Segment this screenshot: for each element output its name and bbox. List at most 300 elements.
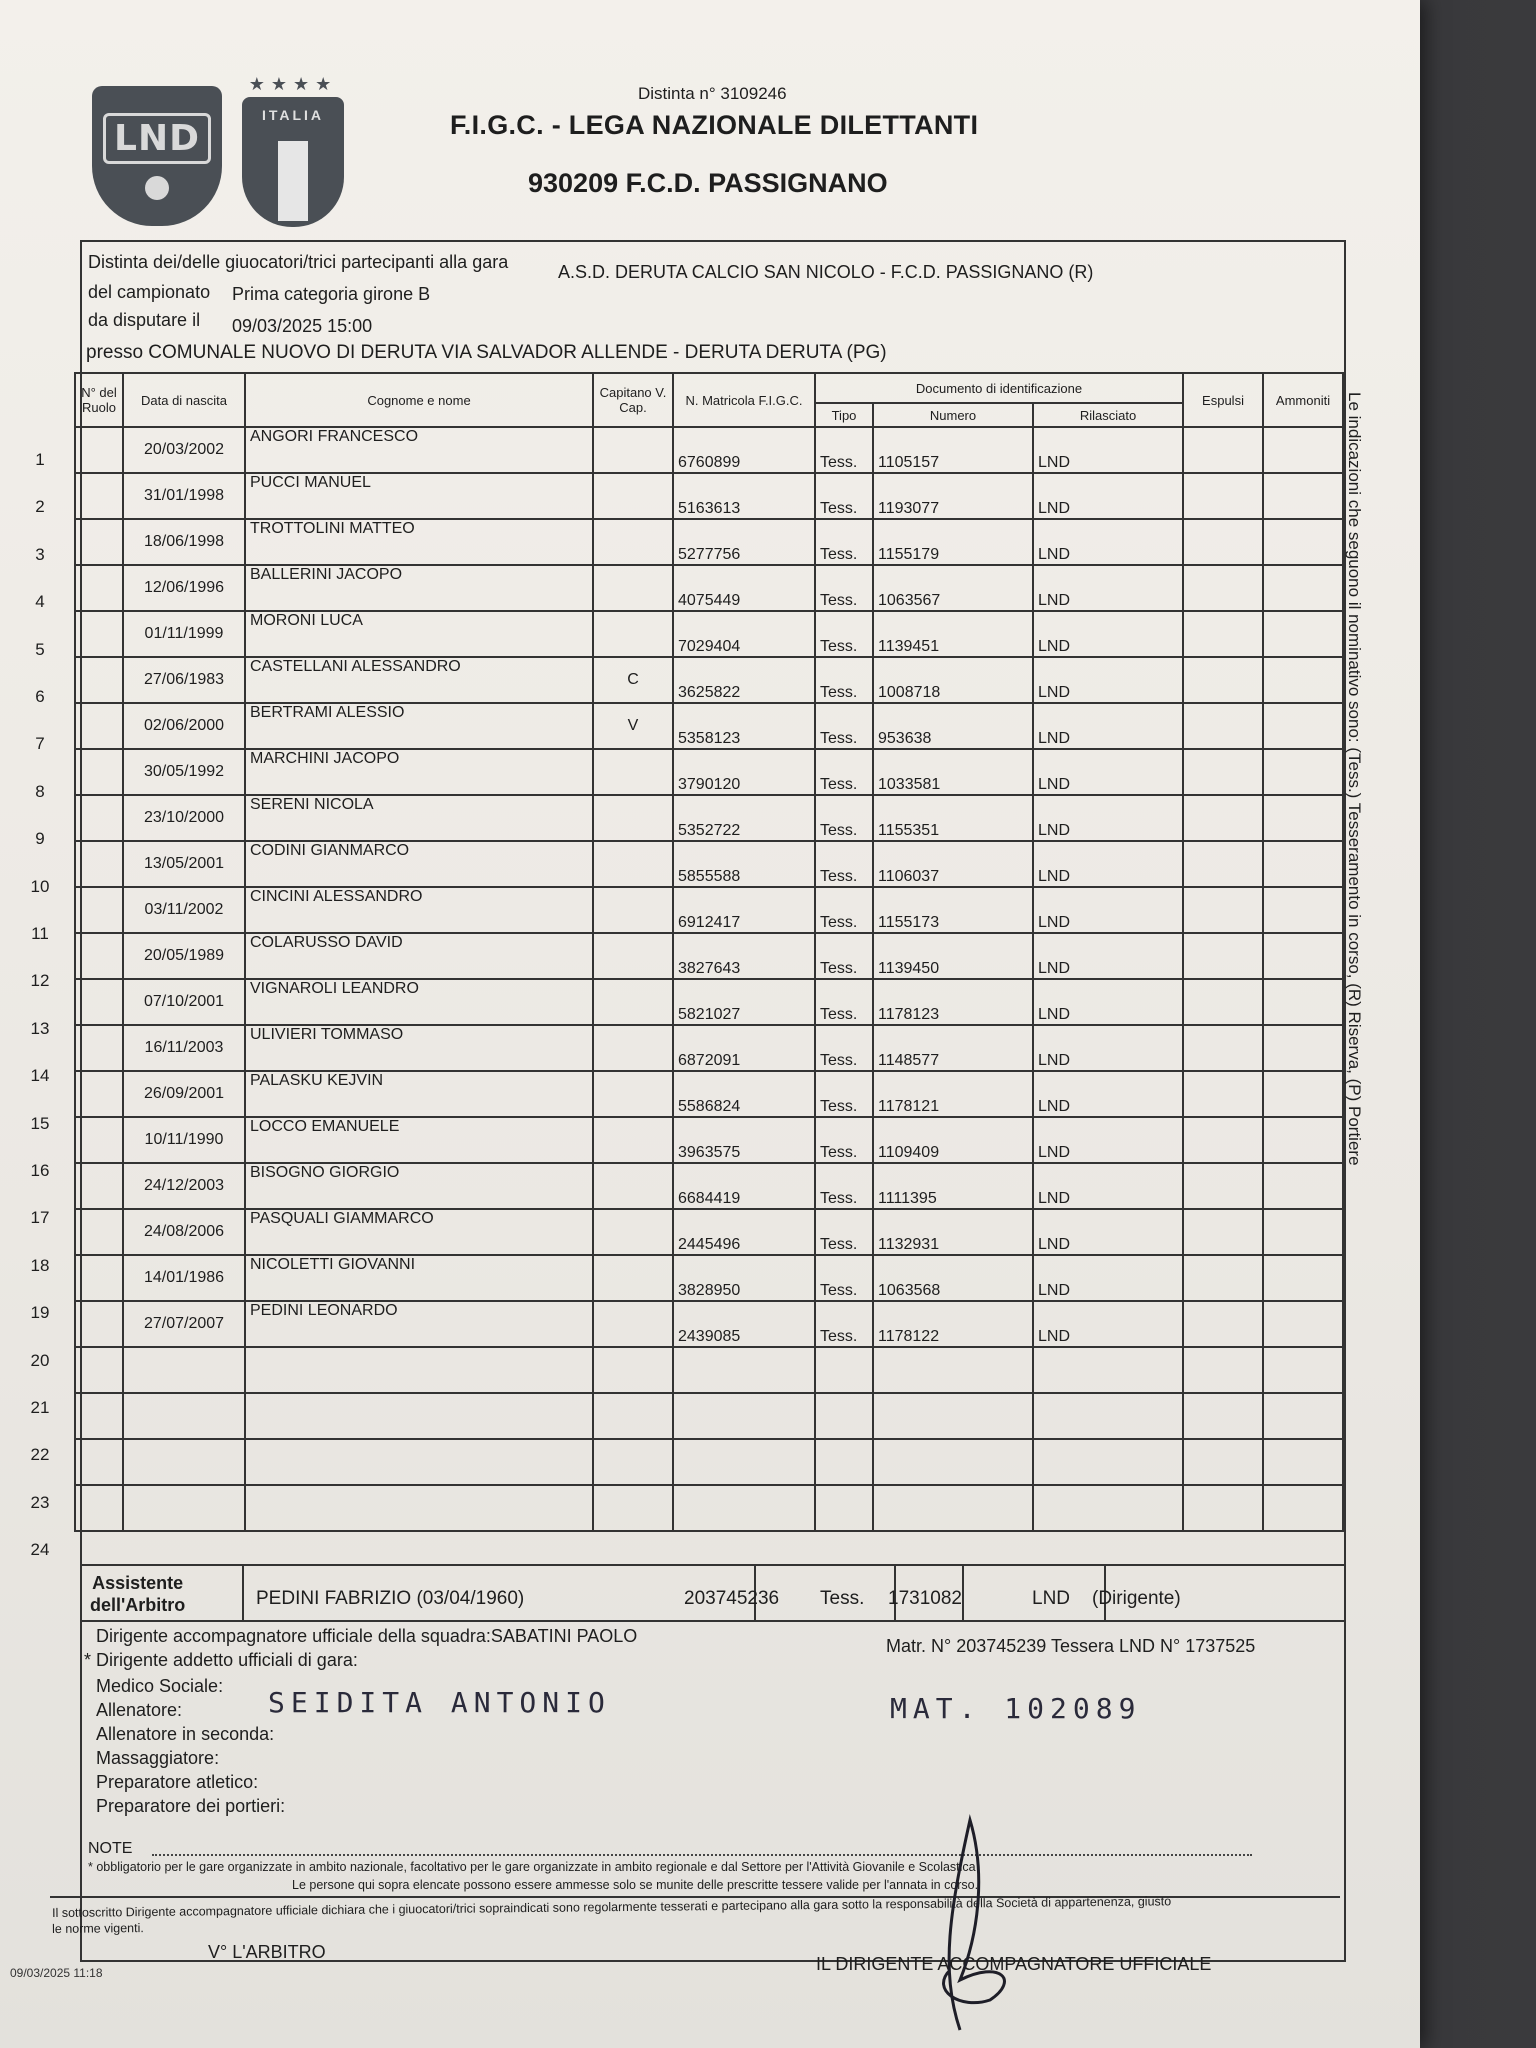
player-name [245,1439,593,1485]
lnd-logo [92,86,222,226]
player-doc-numero: 1106037 [873,841,1033,887]
player-ruolo [75,1347,123,1393]
player-doc-tipo: Tess. [815,841,873,887]
player-matricola: 6684419 [673,1163,815,1209]
row-number: 6 [35,687,45,706]
assistant-numero: 1731082 [888,1588,962,1609]
player-espulsi [1183,1485,1263,1531]
player-doc-rilasciato: LND [1033,1209,1183,1255]
player-doc-numero: 1155173 [873,887,1033,933]
player-captain [593,1439,673,1485]
player-ammoniti [1263,657,1343,703]
player-doc-rilasciato: LND [1033,1301,1183,1347]
player-captain [593,519,673,565]
allenatore-matricola-handwritten: MAT. 102089 [890,1692,1142,1725]
table-row [75,703,1343,749]
player-name: CINCINI ALESSANDRO [245,887,593,933]
player-birthdate: 20/03/2002 [123,427,245,473]
player-ruolo [75,795,123,841]
player-doc-tipo: Tess. [815,427,873,473]
note-dotted-line [152,1854,1252,1856]
player-doc-numero: 1033581 [873,749,1033,795]
player-doc-tipo [815,1393,873,1439]
player-captain [593,1071,673,1117]
assistant-name: PEDINI FABRIZIO (03/04/1960) [256,1588,525,1609]
player-espulsi [1183,565,1263,611]
player-matricola [673,1485,815,1531]
player-birthdate: 03/11/2002 [123,887,245,933]
table-row [75,565,1343,611]
player-espulsi [1183,1393,1263,1439]
player-doc-rilasciato: LND [1033,565,1183,611]
player-doc-numero: 953638 [873,703,1033,749]
player-doc-rilasciato: LND [1033,473,1183,519]
player-ruolo [75,565,123,611]
player-doc-rilasciato: LND [1033,1117,1183,1163]
player-birthdate: 27/06/1983 [123,657,245,703]
player-ammoniti [1263,1393,1343,1439]
player-doc-rilasciato: LND [1033,749,1183,795]
player-ruolo [75,519,123,565]
italia-logo [242,74,344,230]
note-label: NOTE [88,1840,133,1857]
player-captain [593,473,673,519]
player-doc-numero: 1008718 [873,657,1033,703]
player-ammoniti [1263,1347,1343,1393]
player-birthdate: 01/11/1999 [123,611,245,657]
assistant-row [80,1564,1346,1622]
table-row [75,611,1343,657]
player-birthdate: 24/08/2006 [123,1209,245,1255]
player-captain [593,427,673,473]
table-row [75,795,1343,841]
player-doc-rilasciato: LND [1033,795,1183,841]
medico-line: Medico Sociale: [96,1676,224,1696]
match-teams: A.S.D. DERUTA CALCIO SAN NICOLO - F.C.D. PASSIGNANO (R) [558,262,1094,282]
player-birthdate: 23/10/2000 [123,795,245,841]
player-birthdate: 16/11/2003 [123,1025,245,1071]
player-doc-tipo: Tess. [815,1071,873,1117]
player-doc-numero: 1155351 [873,795,1033,841]
player-doc-tipo: Tess. [815,657,873,703]
player-doc-tipo [815,1347,873,1393]
player-doc-tipo: Tess. [815,1025,873,1071]
player-name: NICOLETTI GIOVANNI [245,1255,593,1301]
declaration-line-1: Il sottoscritto Dirigente accompagnatore ufficiale dichiara che i giuocatori/trici sopraindicati sono regolarmente tesserati e partecipano alla gara sotto la responsabilità della Società di appartenenza, giusto [52,1894,1172,1920]
player-ruolo [75,1393,123,1439]
player-matricola: 5821027 [673,979,815,1025]
assistant-label-2: dell'Arbitro [90,1595,186,1615]
player-matricola: 6760899 [673,427,815,473]
player-ruolo [75,611,123,657]
player-doc-rilasciato: LND [1033,611,1183,657]
player-doc-rilasciato: LND [1033,841,1183,887]
player-ruolo [75,1209,123,1255]
player-espulsi [1183,1071,1263,1117]
player-doc-rilasciato: LND [1033,887,1183,933]
player-name: CASTELLANI ALESSANDRO [245,657,593,703]
player-ruolo [75,1301,123,1347]
row-number: 23 [30,1492,50,1512]
player-captain [593,979,673,1025]
arbitro-signature-label: V° L'ARBITRO [208,1942,326,1962]
player-doc-rilasciato: LND [1033,933,1183,979]
player-doc-numero: 1109409 [873,1117,1033,1163]
player-matricola: 4075449 [673,565,815,611]
player-ammoniti [1263,565,1343,611]
player-name: PALASKU KEJVIN [245,1071,593,1117]
player-doc-tipo [815,1439,873,1485]
player-name: MARCHINI JACOPO [245,749,593,795]
player-ruolo [75,933,123,979]
player-ammoniti [1263,1209,1343,1255]
player-espulsi [1183,1025,1263,1071]
player-ammoniti [1263,933,1343,979]
player-ammoniti [1263,611,1343,657]
player-ammoniti [1263,1163,1343,1209]
col-matricola: N. Matricola F.I.G.C. [673,373,815,427]
player-birthdate: 13/05/2001 [123,841,245,887]
col-capitano: Capitano V. Cap. [593,373,673,427]
addetto-line: * Dirigente addetto ufficiali di gara: [84,1650,358,1670]
player-doc-numero: 1178121 [873,1071,1033,1117]
row-number: 12 [30,971,50,991]
player-name: PUCCI MANUEL [245,473,593,519]
row-number: 24 [30,1540,50,1560]
player-doc-rilasciato: LND [1033,519,1183,565]
player-matricola [673,1393,815,1439]
player-ammoniti [1263,1071,1343,1117]
lnd-logo-text: LND [103,113,211,164]
allenatore-handwritten: SEIDITA ANTONIO [268,1686,611,1719]
table-row [75,979,1343,1025]
player-name: ULIVIERI TOMMASO [245,1025,593,1071]
player-espulsi [1183,473,1263,519]
row-number: 13 [30,1018,50,1038]
player-name: COLARUSSO DAVID [245,933,593,979]
player-doc-numero [873,1347,1033,1393]
player-matricola: 5358123 [673,703,815,749]
row-number: 4 [35,592,45,612]
print-timestamp: 09/03/2025 11:18 [10,1966,103,1980]
note-obbligatorio: * obbligatorio per le gare organizzate in ambito nazionale, facoltativo per le gare organizzate in ambito regionale e dal Settore per l'Attività Giovanile e Scolastica [88,1860,976,1874]
player-birthdate: 20/05/1989 [123,933,245,979]
col-nascita: Data di nascita [123,373,245,427]
declaration-line-2: le norme vigenti. [52,1921,144,1936]
assistant-rilasciato: LND [1032,1588,1071,1609]
player-captain [593,1393,673,1439]
player-espulsi [1183,979,1263,1025]
player-doc-tipo: Tess. [815,1117,873,1163]
player-doc-rilasciato: LND [1033,703,1183,749]
table-row [75,1255,1343,1301]
table-row [75,1163,1343,1209]
col-espulsi: Espulsi [1183,373,1263,427]
player-doc-numero: 1105157 [873,427,1033,473]
legend-note: Le indicazioni che seguono il nominativo sono: (Tess.) Tesseramento in corso, (R) Riserva, (P) Portiere [1345,392,1364,1166]
player-captain [593,1025,673,1071]
player-doc-tipo: Tess. [815,703,873,749]
player-matricola: 2439085 [673,1301,815,1347]
player-doc-tipo: Tess. [815,933,873,979]
table-row [75,1439,1343,1485]
assistant-role: (Dirigente) [1092,1588,1181,1609]
player-matricola: 7029404 [673,611,815,657]
player-captain [593,1301,673,1347]
col-rilasciato: Rilasciato [1033,403,1183,427]
preparatore-portieri-line: Preparatore dei portieri: [96,1796,286,1816]
note-tessere: Le persone qui sopra elencate possono essere ammesse solo se munite delle prescritte tessere valide per l'annata in corso. [292,1878,979,1892]
row-number: 1 [35,450,45,469]
dirigente-line: Dirigente accompagnatore ufficiale della squadra:SABATINI PAOLO [96,1626,638,1646]
assistant-tipo: Tess. [820,1588,865,1609]
player-birthdate: 07/10/2001 [123,979,245,1025]
player-name [245,1485,593,1531]
player-ruolo [75,1117,123,1163]
player-doc-tipo: Tess. [815,795,873,841]
player-doc-rilasciato: LND [1033,427,1183,473]
player-ammoniti [1263,519,1343,565]
row-number: 19 [30,1303,50,1323]
match-label: Distinta dei/delle giuocatori/trici partecipanti alla gara [88,252,509,272]
player-name: SERENI NICOLA [245,795,593,841]
player-ruolo [75,979,123,1025]
player-doc-tipo: Tess. [815,473,873,519]
row-number: 15 [30,1113,50,1133]
player-ruolo [75,1163,123,1209]
player-ammoniti [1263,1439,1343,1485]
player-doc-numero: 1139451 [873,611,1033,657]
player-doc-tipo: Tess. [815,749,873,795]
player-captain [593,933,673,979]
player-doc-rilasciato: LND [1033,979,1183,1025]
player-ruolo [75,841,123,887]
player-doc-tipo: Tess. [815,1209,873,1255]
player-birthdate: 26/09/2001 [123,1071,245,1117]
assistant-matricola: 203745236 [684,1588,780,1609]
massaggiatore-line: Massaggiatore: [96,1748,220,1768]
player-ruolo [75,657,123,703]
dirigente-signature-label: IL DIRIGENTE ACCOMPAGNATORE UFFICIALE [816,1954,1212,1974]
player-ammoniti [1263,979,1343,1025]
player-espulsi [1183,1347,1263,1393]
player-name: BERTRAMI ALESSIO [245,703,593,749]
player-espulsi [1183,749,1263,795]
player-captain [593,1347,673,1393]
championship-value: Prima categoria girone B [232,284,431,304]
player-doc-numero [873,1439,1033,1485]
player-ruolo [75,1025,123,1071]
player-name: BALLERINI JACOPO [245,565,593,611]
table-row [75,473,1343,519]
player-matricola: 3827643 [673,933,815,979]
table-row [75,1209,1343,1255]
player-ammoniti [1263,1255,1343,1301]
player-doc-numero: 1111395 [873,1163,1033,1209]
player-matricola [673,1439,815,1485]
player-matricola: 3625822 [673,657,815,703]
italia-logo-text: ITALIA [261,107,325,123]
player-birthdate: 02/06/2000 [123,703,245,749]
player-ammoniti [1263,473,1343,519]
player-doc-rilasciato: LND [1033,1163,1183,1209]
player-doc-tipo: Tess. [815,887,873,933]
player-doc-tipo: Tess. [815,1301,873,1347]
player-captain [593,565,673,611]
player-doc-tipo: Tess. [815,1255,873,1301]
player-name: TROTTOLINI MATTEO [245,519,593,565]
row-number: 11 [31,924,49,943]
player-name: MORONI LUCA [245,611,593,657]
row-number: 17 [30,1208,50,1228]
player-doc-numero: 1063567 [873,565,1033,611]
player-captain [593,611,673,657]
row-number: 8 [35,781,45,801]
player-matricola: 3828950 [673,1255,815,1301]
player-doc-rilasciato [1033,1393,1183,1439]
player-espulsi [1183,703,1263,749]
player-doc-numero: 1193077 [873,473,1033,519]
player-ammoniti [1263,1117,1343,1163]
col-ruolo: N° del Ruolo [75,373,123,427]
player-doc-tipo: Tess. [815,979,873,1025]
championship-label: del campionato [88,282,211,302]
player-espulsi [1183,841,1263,887]
player-matricola: 5277756 [673,519,815,565]
table-row [75,887,1343,933]
document-title: F.I.G.C. - LEGA NAZIONALE DILETTANTI [450,110,979,140]
player-ruolo [75,1255,123,1301]
player-ruolo [75,703,123,749]
player-ruolo [75,887,123,933]
player-ruolo [75,473,123,519]
player-matricola: 5855588 [673,841,815,887]
player-ammoniti [1263,427,1343,473]
player-matricola: 5586824 [673,1071,815,1117]
player-doc-numero: 1148577 [873,1025,1033,1071]
col-tipo: Tipo [815,403,873,427]
player-espulsi [1183,611,1263,657]
player-ruolo [75,1439,123,1485]
date-label: da disputare il [88,310,201,330]
player-doc-numero: 1178122 [873,1301,1033,1347]
player-captain [593,795,673,841]
col-documento: Documento di identificazione [815,373,1183,403]
player-name: BISOGNO GIORGIO [245,1163,593,1209]
row-number: 5 [35,639,45,659]
player-ammoniti [1263,1301,1343,1347]
table-row [75,841,1343,887]
player-doc-tipo: Tess. [815,1163,873,1209]
player-espulsi [1183,1255,1263,1301]
player-ruolo [75,1071,123,1117]
player-ammoniti [1263,795,1343,841]
table-row [75,933,1343,979]
player-ammoniti [1263,749,1343,795]
player-espulsi [1183,795,1263,841]
player-matricola: 6872091 [673,1025,815,1071]
player-name: ANGORI FRANCESCO [245,427,593,473]
table-row [75,519,1343,565]
player-matricola: 5163613 [673,473,815,519]
player-doc-rilasciato [1033,1485,1183,1531]
row-number: 18 [30,1255,50,1275]
player-doc-numero [873,1393,1033,1439]
player-matricola [673,1347,815,1393]
player-doc-numero: 1155179 [873,519,1033,565]
table-row [75,427,1343,473]
player-captain [593,887,673,933]
player-captain [593,1255,673,1301]
player-espulsi [1183,519,1263,565]
player-birthdate: 18/06/1998 [123,519,245,565]
player-name [245,1393,593,1439]
player-birthdate [123,1393,245,1439]
player-doc-numero: 1063568 [873,1255,1033,1301]
assistant-label [90,1572,185,1616]
player-birthdate: 12/06/1996 [123,565,245,611]
player-espulsi [1183,1209,1263,1255]
row-number: 2 [35,497,45,517]
allenatore-line: Allenatore: [96,1700,183,1720]
player-espulsi [1183,427,1263,473]
player-name: VIGNAROLI LEANDRO [245,979,593,1025]
table-row [75,1347,1343,1393]
player-espulsi [1183,1301,1263,1347]
ball-icon [145,176,169,200]
player-doc-rilasciato: LND [1033,1025,1183,1071]
player-espulsi [1183,887,1263,933]
preparatore-line: Preparatore atletico: [96,1772,259,1792]
player-ammoniti [1263,841,1343,887]
player-birthdate [123,1485,245,1531]
allenatore-seconda-line: Allenatore in seconda: [96,1724,275,1744]
table-row [75,1025,1343,1071]
table-row [75,1117,1343,1163]
player-name: PEDINI LEONARDO [245,1301,593,1347]
player-doc-numero: 1132931 [873,1209,1033,1255]
player-captain [593,1117,673,1163]
player-doc-rilasciato: LND [1033,1255,1183,1301]
match-datetime: 09/03/2025 15:00 [232,316,373,336]
player-doc-numero: 1178123 [873,979,1033,1025]
assistant-label-1: Assistente [92,1573,184,1593]
col-nome: Cognome e nome [245,373,593,427]
player-captain: C [593,657,673,703]
stars-icon: ★★★★ [248,74,338,94]
players-table [74,372,1344,1532]
player-birthdate [123,1347,245,1393]
player-doc-rilasciato [1033,1347,1183,1393]
player-captain [593,749,673,795]
table-row [75,1393,1343,1439]
player-ammoniti [1263,1485,1343,1531]
player-ammoniti [1263,703,1343,749]
player-birthdate: 31/01/1998 [123,473,245,519]
player-name: CODINI GIANMARCO [245,841,593,887]
player-birthdate: 10/11/1990 [123,1117,245,1163]
player-matricola: 3963575 [673,1117,815,1163]
player-birthdate: 14/01/1986 [123,1255,245,1301]
dirigente-matricola: Matr. N° 203745239 Tessera LND N° 1737525 [886,1636,1256,1656]
row-number: 21 [30,1398,50,1417]
player-matricola: 3790120 [673,749,815,795]
table-row [75,749,1343,795]
player-espulsi [1183,657,1263,703]
player-captain [593,1209,673,1255]
player-ruolo [75,427,123,473]
player-birthdate: 30/05/1992 [123,749,245,795]
